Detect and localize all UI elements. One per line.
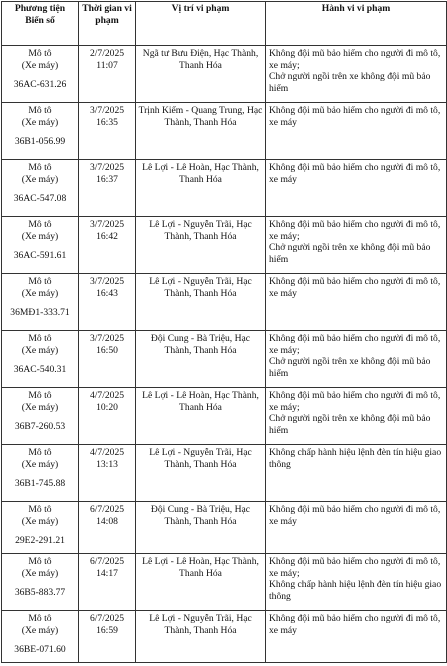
violation-time: 10:20 <box>96 401 118 413</box>
table-row <box>2 103 447 160</box>
location-cell <box>136 274 266 331</box>
license-plate: 36AC-591.61 <box>13 250 67 262</box>
violation-cell <box>266 554 447 611</box>
violation-date: 4/7/2025 <box>89 447 125 458</box>
header-violation: Hành vi vi phạm <box>266 2 447 46</box>
violation-date: 3/7/2025 <box>89 276 125 287</box>
table-row <box>2 554 447 611</box>
vehicle-subtype: (Xe máy) <box>21 116 59 128</box>
vehicle-cell <box>2 160 79 217</box>
violation-location: Lê Lợi - Nguyễn Trãi, Hạc Thành, Thanh Hóa <box>149 447 255 470</box>
time-cell <box>79 103 136 160</box>
violation-cell <box>266 274 447 331</box>
location-cell <box>136 388 266 445</box>
violation-cell <box>266 103 447 160</box>
violation-time: 16:42 <box>96 230 118 242</box>
table-row <box>2 611 447 663</box>
violation-time: 14:08 <box>96 515 118 527</box>
violation-date: 3/7/2025 <box>89 105 125 116</box>
header-vehicle <box>2 2 79 46</box>
violation-behavior: Không đội mũ bảo hiểm cho người đi mô tô, xe máy <box>269 276 443 299</box>
violation-behavior: Không đội mũ bảo hiểm cho người đi mô tô, xe máy <box>269 613 443 636</box>
violation-date: 6/7/2025 <box>89 613 125 624</box>
vehicle-type: Mô tô <box>28 219 52 230</box>
table-row <box>2 502 447 554</box>
vehicle-subtype: (Xe máy) <box>21 401 59 413</box>
license-plate: 36B1-745.88 <box>14 478 66 490</box>
location-cell <box>136 46 266 103</box>
license-plate: 36B5-883.77 <box>14 587 66 599</box>
vehicle-subtype: (Xe máy) <box>21 59 59 71</box>
violation-location: Đội Cung - Bà Triệu, Hạc Thành, Thanh Hóa <box>150 333 253 356</box>
violation-date: 2/7/2025 <box>89 48 125 59</box>
license-plate: 29E2-291.21 <box>15 535 65 547</box>
table-header-row <box>2 2 447 46</box>
table-row <box>2 388 447 445</box>
violation-time: 16:50 <box>96 344 118 356</box>
vehicle-cell <box>2 445 79 502</box>
vehicle-subtype: (Xe máy) <box>21 173 59 185</box>
violation-location: Lê Lợi - Lê Hoàn, Hạc Thành, Thanh Hóa <box>142 556 262 579</box>
table-row <box>2 274 447 331</box>
license-plate: 36BE-071.60 <box>14 644 66 656</box>
vehicle-cell <box>2 388 79 445</box>
vehicle-type: Mô tô <box>28 390 52 401</box>
table-row <box>2 46 447 103</box>
vehicle-subtype: (Xe máy) <box>21 287 59 299</box>
violation-location: Trịnh Kiểm - Quang Trung, Hạc Thành, Thanh Hóa <box>138 105 265 128</box>
license-plate: 36AC-540.31 <box>13 364 67 376</box>
license-plate: 36AC-547.08 <box>13 193 67 205</box>
violation-behavior: Không đội mũ bảo hiểm cho người đi mô tô, xe máy; Không chấp hành hiệu lệnh đèn tín hiệu giao thông <box>269 556 442 602</box>
table-row <box>2 160 447 217</box>
violation-behavior: Không đội mũ bảo hiểm cho người đi mô tô, xe máy; Chở người ngồi trên xe không đội mũ bảo hiểm <box>269 390 441 436</box>
license-plate: 36B7-260.53 <box>14 421 66 433</box>
violation-cell <box>266 160 447 217</box>
vehicle-type: Mô tô <box>28 276 52 287</box>
vehicle-type: Mô tô <box>28 613 52 624</box>
vehicle-subtype: (Xe máy) <box>21 515 59 527</box>
table-row <box>2 445 447 502</box>
header-location: Vị trí vi phạm <box>136 2 266 46</box>
violation-time: 16:43 <box>96 287 118 299</box>
time-cell <box>79 274 136 331</box>
violation-location: Lê Lợi - Nguyễn Trãi, Hạc Thành, Thanh Hóa <box>149 219 255 242</box>
violation-date: 3/7/2025 <box>89 162 125 173</box>
time-cell <box>79 331 136 388</box>
violation-date: 3/7/2025 <box>89 219 125 230</box>
vehicle-cell <box>2 103 79 160</box>
vehicle-subtype: (Xe máy) <box>21 624 59 636</box>
violation-time: 16:37 <box>96 173 118 185</box>
license-plate: 36AC-631.26 <box>13 79 67 91</box>
location-cell <box>136 554 266 611</box>
violation-behavior: Không đội mũ bảo hiểm cho người đi mô tô, xe máy; Chở người ngồi trên xe không đội mũ bảo hiểm <box>269 48 441 94</box>
table-row <box>2 217 447 274</box>
license-plate: 36MĐ1-333.71 <box>10 307 70 319</box>
violation-date: 4/7/2025 <box>89 390 125 401</box>
vehicle-type: Mô tô <box>28 105 52 116</box>
violation-behavior: Không đội mũ bảo hiểm cho người đi mô tô, xe máy <box>269 162 443 185</box>
vehicle-subtype: (Xe máy) <box>21 344 59 356</box>
vehicle-cell <box>2 554 79 611</box>
violation-cell <box>266 445 447 502</box>
vehicle-cell <box>2 611 79 663</box>
location-cell <box>136 502 266 554</box>
vehicle-subtype: (Xe máy) <box>21 458 59 470</box>
violation-cell <box>266 502 447 554</box>
vehicle-type: Mô tô <box>28 333 52 344</box>
location-cell <box>136 160 266 217</box>
violation-behavior: Không đội mũ bảo hiểm cho người đi mô tô, xe máy <box>269 105 443 128</box>
vehicle-cell <box>2 331 79 388</box>
violation-behavior: Không đội mũ bảo hiểm cho người đi mô tô, xe máy; Chở người ngồi trên xe không đội mũ bảo hiểm <box>269 333 441 379</box>
violation-date: 3/7/2025 <box>89 333 125 344</box>
vehicle-cell <box>2 502 79 554</box>
violation-location: Lê Lợi - Nguyễn Trãi, Hạc Thành, Thanh Hóa <box>149 613 255 636</box>
violation-cell <box>266 217 447 274</box>
table-row <box>2 331 447 388</box>
violation-behavior: Không đội mũ bảo hiểm cho người đi mô tô, xe máy; Chở người ngồi trên xe không đội mũ bảo hiểm <box>269 219 441 265</box>
table-body <box>2 46 447 663</box>
time-cell <box>79 217 136 274</box>
vehicle-cell <box>2 217 79 274</box>
location-cell <box>136 331 266 388</box>
violation-time: 11:07 <box>96 59 118 71</box>
violation-cell <box>266 46 447 103</box>
violation-location: Ngã tư Bưu Điện, Hạc Thành, Thanh Hóa <box>142 48 261 71</box>
time-cell <box>79 445 136 502</box>
location-cell <box>136 445 266 502</box>
header-vehicle-label: Phương tiện <box>14 3 66 14</box>
violation-behavior: Không đội mũ bảo hiểm cho người đi mô tô, xe máy <box>269 504 443 527</box>
time-cell <box>79 388 136 445</box>
violation-date: 6/7/2025 <box>89 556 125 567</box>
violation-location: Lê Lợi - Lê Hoàn, Hạc Thành, Thanh Hóa <box>142 390 262 413</box>
header-plate-label: Biển số <box>25 14 55 26</box>
violation-location: Lê Lợi - Nguyễn Trãi, Hạc Thành, Thanh Hóa <box>149 276 255 299</box>
location-cell <box>136 103 266 160</box>
violation-location: Lê Lợi - Lê Hoàn, Hạc Thành, Thanh Hóa <box>142 162 262 185</box>
violation-cell <box>266 611 447 663</box>
violation-time: 14:17 <box>96 567 118 579</box>
vehicle-subtype: (Xe máy) <box>21 567 59 579</box>
violation-cell <box>266 331 447 388</box>
violation-time: 13:13 <box>96 458 118 470</box>
vehicle-type: Mô tô <box>28 504 52 515</box>
violation-behavior: Không chấp hành hiệu lệnh đèn tín hiệu giao thông <box>269 447 444 470</box>
time-cell <box>79 611 136 663</box>
vehicle-type: Mô tô <box>28 48 52 59</box>
vehicle-type: Mô tô <box>28 556 52 567</box>
vehicle-type: Mô tô <box>28 162 52 173</box>
violation-time: 16:35 <box>96 116 118 128</box>
header-time: Thời gian vi phạm <box>79 2 136 46</box>
vehicle-cell <box>2 274 79 331</box>
license-plate: 36B1-056.99 <box>14 136 66 148</box>
location-cell <box>136 611 266 663</box>
violations-table <box>1 1 447 663</box>
time-cell <box>79 554 136 611</box>
time-cell <box>79 46 136 103</box>
time-cell <box>79 160 136 217</box>
time-cell <box>79 502 136 554</box>
location-cell <box>136 217 266 274</box>
violation-time: 16:59 <box>96 624 118 636</box>
vehicle-type: Mô tô <box>28 447 52 458</box>
vehicle-subtype: (Xe máy) <box>21 230 59 242</box>
violation-location: Đội Cung - Bà Triệu, Hạc Thành, Thanh Hóa <box>150 504 253 527</box>
vehicle-cell <box>2 46 79 103</box>
violation-date: 6/7/2025 <box>89 504 125 515</box>
violation-cell <box>266 388 447 445</box>
